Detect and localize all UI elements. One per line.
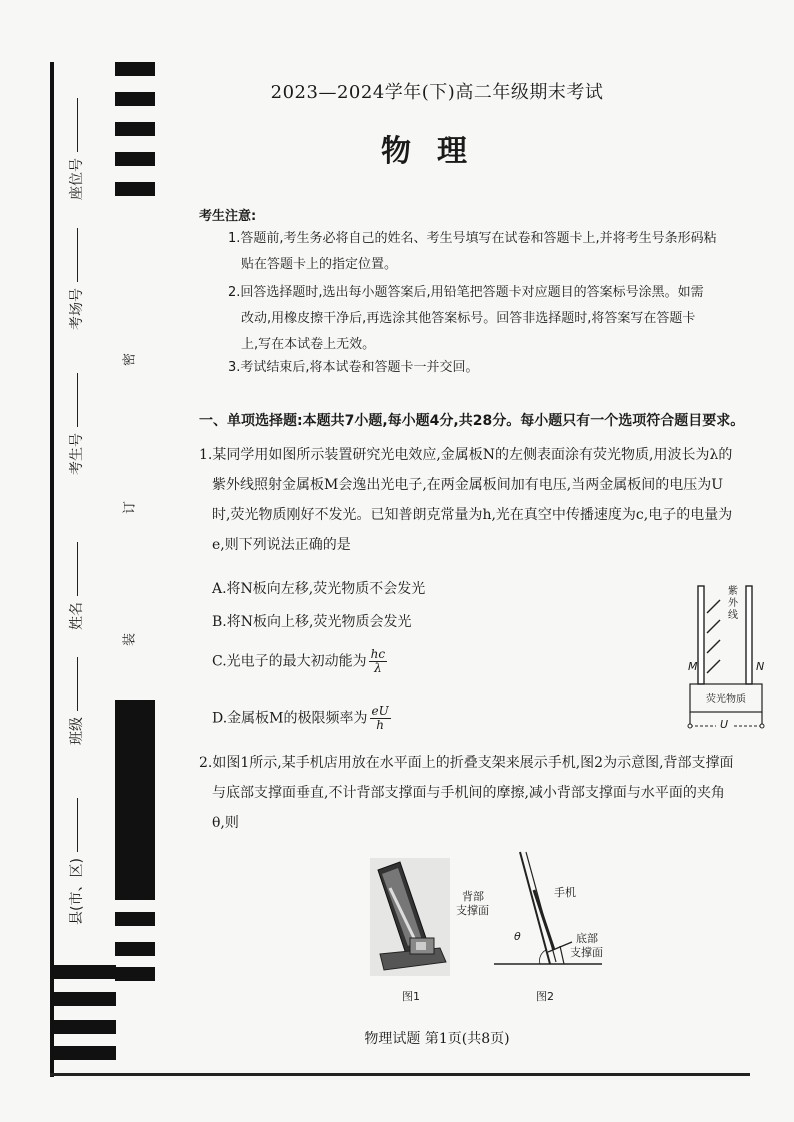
field-seat-number: 座位号 [66,98,86,200]
label-bottom: 底部 [576,932,598,945]
section-title: 一、单项选择题:本题共7小题,每小题4分,共28分。每小题只有一个选项符合题目要求。 [199,413,745,429]
label-plate-m: M [688,660,698,673]
binding-mark-zhuang: 装 [122,633,138,647]
label-theta: θ [514,930,521,943]
notice-item-1: 1.答题前,考生务必将自己的姓名、考生号填写在试卷和答题卡上,并将考生号条形码粘 贴在答题卡上的指定位置。 [228,231,717,272]
page-footer: 物理试题 第1页(共8页) [364,1031,510,1047]
subject-title: 物理 [381,134,493,169]
label-back: 背部 [462,890,484,903]
fraction-hc-lambda: $\frac{hc}{\lambda}$ [370,647,386,675]
label-plate-n: N [756,660,765,673]
question-1-option-c: C.光电子的最大初动能为 $\frac{hc}{\lambda}$ [212,647,386,675]
figure-1-caption: 图1 [402,990,420,1003]
page-bottom-rule [50,1073,750,1076]
figure-1-phone-stand-photo [370,858,450,976]
field-student-id: 考生号 [66,373,86,475]
binding-stripe [54,992,116,1006]
binding-stripe [54,1046,116,1060]
field-class: 班级 [66,657,86,745]
field-name: 姓名 [66,542,86,630]
binding-stripe [54,965,116,979]
label-bottom-surface: 支撑面 [570,946,603,959]
label-back-surface: 支撑面 [456,904,489,917]
question-1-stem: 1.某同学用如图所示装置研究光电效应,金属板N的左侧表面涂有荧光物质,用波长为λ的 紫外线照射金属板M会逸出光电子,在两金属板间加有电压,当两金属板间的电压为U 时,荧光物质刚好不发光。已知普朗克常量为h,光在真空中传播速度为c,电子的电量为 e,则下列说法正确的是 [199,447,733,553]
binding-mark-mi: 密 [122,353,138,367]
label-voltage-u: U [720,718,729,731]
field-exam-room: 考场号 [66,228,86,330]
question-2-stem: 2.如图1所示,某手机店用放在水平面上的折叠支架来展示手机,图2为示意图,背部支撑面 与底部支撑面垂直,不计背部支撑面与手机间的摩擦,减小背部支撑面与水平面的夹角 θ,则 [199,755,734,831]
binding-stripe-column [115,62,155,1072]
label-uv: 紫外线 [728,586,738,621]
notice-item-2: 2.回答选择题时,选出每小题答案后,用铅笔把答题卡对应题目的答案标号涂黑。如需 改动,用橡皮擦干净后,再选涂其他答案标号。回答非选择题时,将答案写在答题卡 上,写在本试卷上无效。 [228,285,704,352]
binding-mark-ding: 订 [122,501,138,515]
question-1-option-d: D.金属板M的极限频率为 $\frac{eU}{h}$ [212,704,389,732]
fraction-eu-h: $\frac{eU}{h}$ [371,704,389,732]
label-fluorescent: 荧光物质 [706,694,746,705]
label-phone: 手机 [554,886,576,899]
notice-item-3: 3.考试结束后,将本试卷和答题卡一并交回。 [228,360,479,375]
question-1-option-b: B.将N板向上移,荧光物质会发光 [212,614,412,630]
figure-2-caption: 图2 [536,990,554,1003]
binding-border-line [50,62,54,1077]
question-1-option-a: A.将N板向左移,荧光物质不会发光 [212,581,426,597]
notice-heading: 考生注意: [199,209,257,224]
exam-title: 2023—2024学年(下)高二年级期末考试 [270,82,604,103]
field-county: 县(市、区) [66,798,86,925]
